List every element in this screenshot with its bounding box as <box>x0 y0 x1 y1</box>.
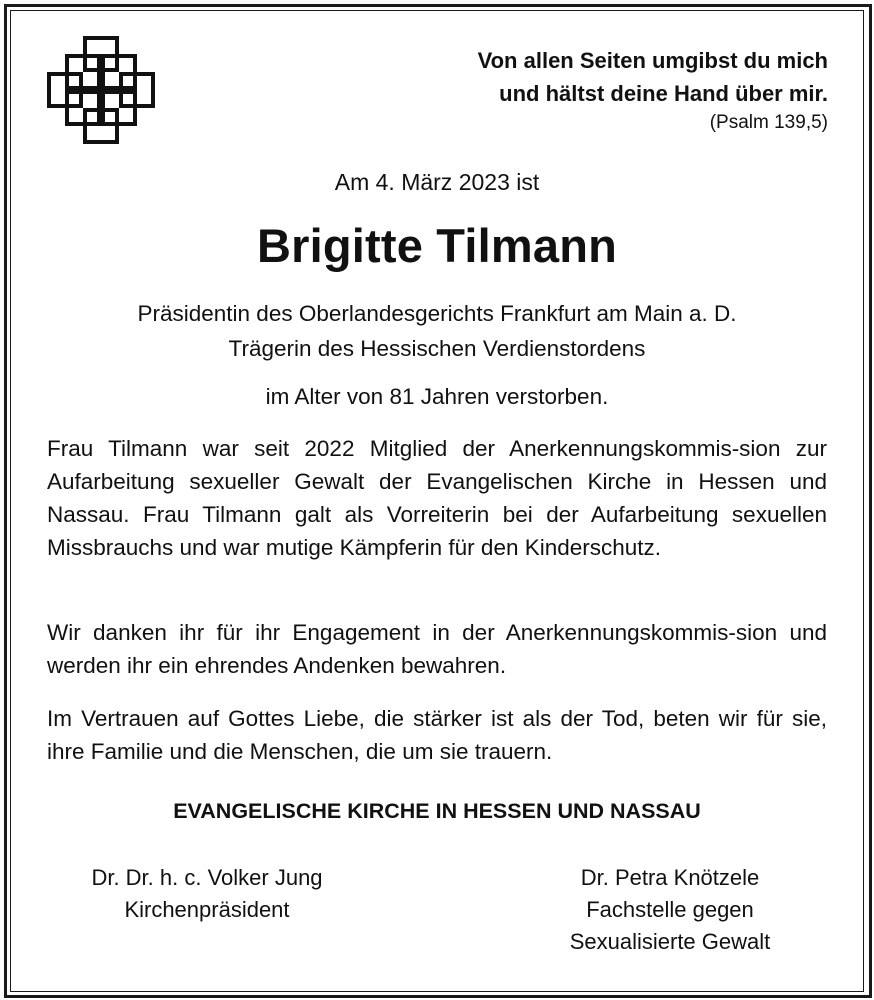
thanks-paragraph: Wir danken ihr für ihr Engagement in der Anerkennungskommis-sion und werden ihr ein ehrendes Andenken bewahren. <box>47 620 827 678</box>
organization-name: EVANGELISCHE KIRCHE IN HESSEN UND NASSAU <box>173 799 701 823</box>
signatory-name: Dr. Petra Knötzele <box>580 865 760 890</box>
deceased-name: Brigitte Tilmann <box>256 219 618 272</box>
psalm-reference: (Psalm 139,5) <box>709 112 828 133</box>
psalm-quote <box>478 44 828 136</box>
signatory-name: Dr. Dr. h. c. Volker Jung <box>91 865 323 890</box>
psalm-line-2: und hältst deine Hand über mir. <box>499 81 828 106</box>
prayer-paragraph: Im Vertrauen auf Gottes Liebe, die stärker ist als der Tod, beten wir für sie, ihre Familie und die Menschen, die um sie trauern. <box>47 706 827 764</box>
signatory-right <box>520 862 820 958</box>
signatory-role-continued: Sexualisierte Gewalt <box>569 929 771 954</box>
title-line-2: Trägerin des Hessischen Verdienstordens <box>228 336 646 361</box>
signatory-left <box>52 862 362 926</box>
signatory-role: Fachstelle gegen <box>586 897 754 922</box>
title-line-1: Präsidentin des Oberlandesgerichts Frankfurt am Main a. D. <box>137 301 737 326</box>
jerusalem-cross-icon <box>47 36 155 144</box>
signatory-role: Kirchenpräsident <box>124 897 290 922</box>
psalm-line-1: Von allen Seiten umgibst du mich <box>477 48 828 73</box>
date-of-death: Am 4. März 2023 ist <box>334 169 540 195</box>
deceased-titles <box>0 296 874 366</box>
age-at-death: im Alter von 81 Jahren verstorben. <box>265 384 609 409</box>
tribute-paragraph: Frau Tilmann war seit 2022 Mitglied der Anerkennungskommis-sion zur Aufarbeitung sexueller Gewalt der Evangelischen Kirche in Hessen und Nassau. Frau Tilmann galt als Vorreiterin bei der Aufarbeitung sexuellen Missbrauchs und war mutige Kämpferin für den Kinderschutz. <box>47 436 827 560</box>
